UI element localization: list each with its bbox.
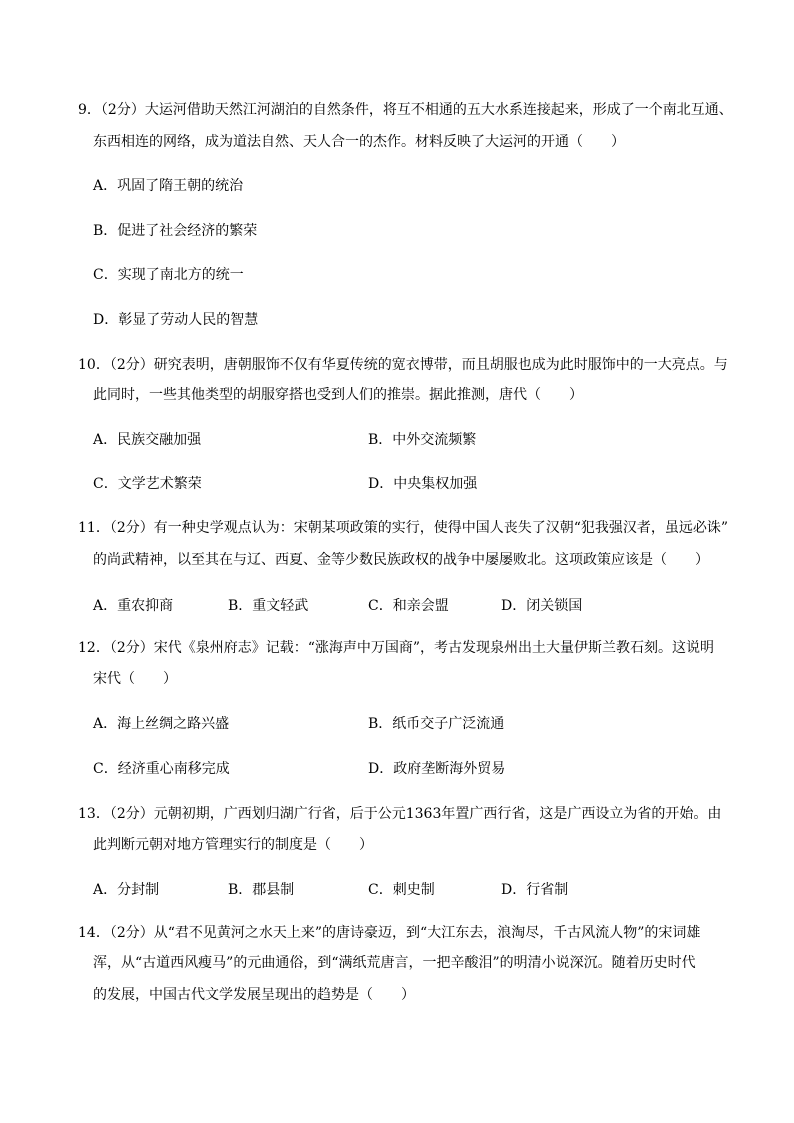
option-c[interactable]: C．实现了南北方的统一 [93, 267, 244, 283]
question-stem-line: 13．（2分）元朝初期，广西划归湖广行省，后于公元1363年置广西行省，这是广西设立为省的开始。由 [78, 806, 722, 822]
question-stem-line: 12．（2分）宋代《泉州府志》记载：“涨海声中万国商”，考古发现泉州出土大量伊斯兰教石刻。这说明 [78, 640, 715, 656]
question-stem-line: 14．（2分）从“君不见黄河之水天上来”的唐诗豪迈，到“大江东去，浪淘尽，千古风流人物”的宋词雄 [78, 925, 701, 941]
question-stem-line: 宋代（ ） [93, 671, 177, 687]
option-a[interactable]: A．民族交融加强 [93, 432, 202, 448]
option-b[interactable]: B．纸币交子广泛流通 [368, 716, 505, 732]
question-stem-line: 的尚武精神，以至其在与辽、西夏、金等少数民族政权的战争中屡屡败北。这项政策应该是（ ） [93, 552, 709, 568]
option-d[interactable]: D．彰显了劳动人民的智慧 [93, 312, 259, 328]
option-b[interactable]: B．中外交流频繁 [368, 432, 477, 448]
option-b[interactable]: B．重文轻武 [228, 598, 309, 614]
option-d[interactable]: D．闭关锁国 [501, 598, 583, 614]
option-c[interactable]: C．和亲会盟 [368, 598, 449, 614]
option-d[interactable]: D．政府垄断海外贸易 [368, 761, 506, 777]
option-c[interactable]: C．经济重心南移完成 [93, 761, 230, 777]
question-stem-line: 浑，从“古道西风瘦马”的元曲通俗，到“满纸荒唐言，一把辛酸泪”的明清小说深沉。随着历史时代 [93, 955, 696, 971]
option-a[interactable]: A．海上丝绸之路兴盛 [93, 716, 230, 732]
question-stem-line: 11．（2分）有一种史学观点认为：宋朝某项政策的实行，使得中国人丧失了汉朝“犯我强汉者，虽远必诛” [78, 520, 729, 536]
question-stem-line: 的发展，中国古代文学发展呈现出的趋势是（ ） [93, 987, 415, 1003]
option-c[interactable]: C．文学艺术繁荣 [93, 476, 202, 492]
question-stem-line: 9．（2分）大运河借助天然江河湖泊的自然条件，将互不相通的五大水系连接起来，形成了一个南北互通、 [78, 102, 733, 118]
option-a[interactable]: A．分封制 [93, 882, 160, 898]
option-b[interactable]: B．郡县制 [228, 882, 295, 898]
option-b[interactable]: B．促进了社会经济的繁荣 [93, 223, 258, 239]
question-stem-line: 10．（2分）研究表明，唐朝服饰不仅有华夏传统的宽衣博带，而且胡服也成为此时服饰中的一大亮点。与 [78, 357, 728, 373]
option-a[interactable]: A．巩固了隋王朝的统治 [93, 178, 244, 194]
option-a[interactable]: A．重农抑商 [93, 598, 174, 614]
option-c[interactable]: C．刺史制 [368, 882, 435, 898]
option-d[interactable]: D．中央集权加强 [368, 476, 478, 492]
option-d[interactable]: D．行省制 [501, 882, 569, 898]
question-stem-line: 此判断元朝对地方管理实行的制度是（ ） [93, 837, 373, 853]
question-stem-line: 东西相连的网络，成为道法自然、天人合一的杰作。材料反映了大运河的开通（ ） [93, 134, 625, 150]
question-stem-line: 此同时，一些其他类型的胡服穿搭也受到人们的推崇。据此推测，唐代（ ） [93, 387, 583, 403]
